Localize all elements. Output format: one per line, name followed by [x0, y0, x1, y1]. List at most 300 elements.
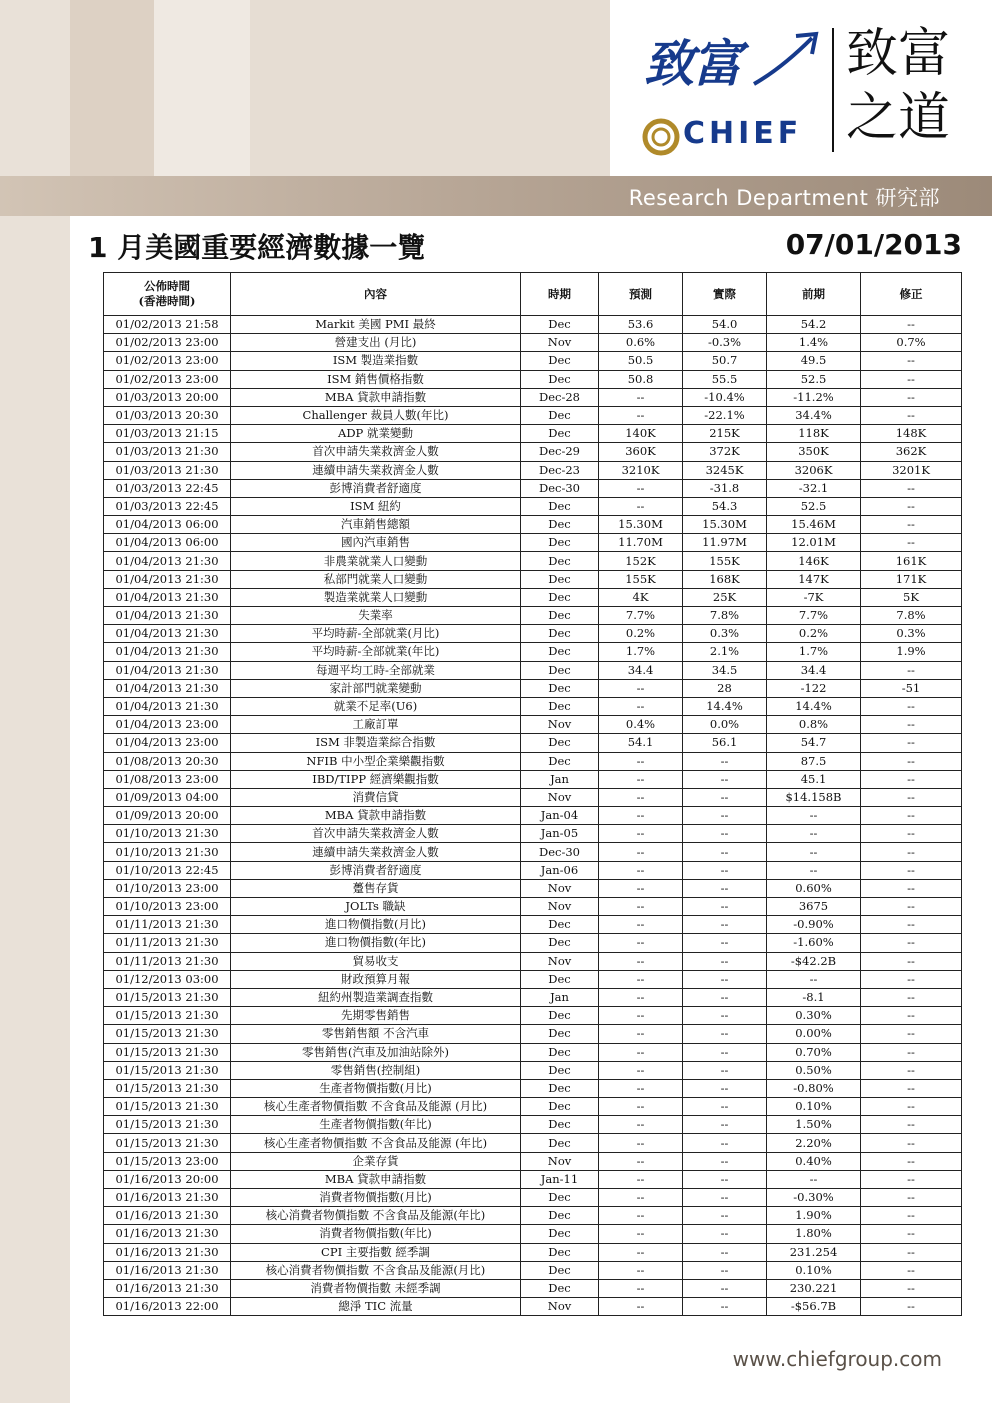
table-row — [104, 534, 962, 552]
table-cell: -- — [861, 1025, 962, 1043]
table-cell: 私部門就業人口變動 — [231, 570, 521, 588]
table-cell: 0.70% — [767, 1043, 861, 1061]
table-cell: 01/04/2013 21:30 — [104, 607, 231, 625]
table-cell: -- — [683, 1043, 767, 1061]
table-cell: JOLTs 職缺 — [231, 898, 521, 916]
table-cell: 01/15/2013 21:30 — [104, 1116, 231, 1134]
table-row — [104, 425, 962, 443]
table-cell: -- — [599, 497, 683, 515]
table-cell: 0.30% — [767, 1007, 861, 1025]
table-cell: 0.8% — [767, 716, 861, 734]
table-cell: -- — [599, 1025, 683, 1043]
table-cell: -11.2% — [767, 388, 861, 406]
table-cell: 3210K — [599, 461, 683, 479]
table-cell: MBA 貸款申請指數 — [231, 388, 521, 406]
table-row — [104, 1061, 962, 1079]
table-cell: Dec — [521, 1061, 599, 1079]
table-row — [104, 1170, 962, 1188]
table-cell: 01/04/2013 06:00 — [104, 534, 231, 552]
table-cell: -- — [767, 825, 861, 843]
table-cell: 34.4 — [767, 661, 861, 679]
table-cell: Dec — [521, 916, 599, 934]
table-cell: 連續申請失業救濟金人數 — [231, 461, 521, 479]
table-cell: -$56.7B — [767, 1298, 861, 1316]
table-cell: 01/16/2013 21:30 — [104, 1279, 231, 1297]
table-cell: Dec-30 — [521, 843, 599, 861]
table-cell: ISM 非製造業綜合指數 — [231, 734, 521, 752]
table-cell: Dec — [521, 316, 599, 334]
table-cell: -- — [599, 752, 683, 770]
table-cell: 231.254 — [767, 1243, 861, 1261]
table-cell: -- — [599, 934, 683, 952]
table-cell: -- — [861, 1243, 962, 1261]
table-cell: Nov — [521, 716, 599, 734]
table-cell: -- — [683, 1207, 767, 1225]
table-cell: 1.50% — [767, 1116, 861, 1134]
table-cell: -- — [599, 861, 683, 879]
table-cell: 彭博消費者舒適度 — [231, 479, 521, 497]
table-cell: 12.01M — [767, 534, 861, 552]
table-cell: 首次申請失業救濟金人數 — [231, 443, 521, 461]
table-cell: Dec — [521, 625, 599, 643]
table-row — [104, 934, 962, 952]
table-cell: -0.90% — [767, 916, 861, 934]
table-cell: 52.5 — [767, 370, 861, 388]
column-header: 內容 — [231, 273, 521, 316]
table-cell: 0.00% — [767, 1025, 861, 1043]
table-cell: -- — [767, 843, 861, 861]
table-row — [104, 334, 962, 352]
table-cell: -- — [683, 843, 767, 861]
table-cell: Dec-29 — [521, 443, 599, 461]
table-cell: Dec-30 — [521, 479, 599, 497]
table-cell: 87.5 — [767, 752, 861, 770]
table-cell: 國內汽車銷售 — [231, 534, 521, 552]
table-cell: -- — [683, 1279, 767, 1297]
table-cell: -- — [861, 661, 962, 679]
table-row — [104, 588, 962, 606]
table-cell: 01/15/2013 21:30 — [104, 1025, 231, 1043]
column-header: 時期 — [521, 273, 599, 316]
table-cell: 7.8% — [861, 607, 962, 625]
table-cell: 消費者物價指數(年比) — [231, 1225, 521, 1243]
table-cell: -- — [683, 898, 767, 916]
table-row — [104, 552, 962, 570]
column-header: 實際 — [683, 273, 767, 316]
table-cell: 消費者物價指數(月比) — [231, 1189, 521, 1207]
table-cell: 01/11/2013 21:30 — [104, 916, 231, 934]
table-cell: -- — [861, 879, 962, 897]
table-cell: Dec — [521, 425, 599, 443]
table-cell: 01/02/2013 23:00 — [104, 370, 231, 388]
table-cell: 01/04/2013 21:30 — [104, 588, 231, 606]
table-row — [104, 461, 962, 479]
table-cell: ISM 製造業指數 — [231, 352, 521, 370]
table-cell: -- — [861, 1152, 962, 1170]
table-row — [104, 1279, 962, 1297]
table-cell: -- — [683, 1007, 767, 1025]
table-cell: 核心消費者物價指數 不含食品及能源(年比) — [231, 1207, 521, 1225]
table-cell: 01/09/2013 04:00 — [104, 788, 231, 806]
table-cell: 50.7 — [683, 352, 767, 370]
table-cell: 15.30M — [683, 516, 767, 534]
table-cell: 01/15/2013 21:30 — [104, 1098, 231, 1116]
table-cell: 貿易收支 — [231, 952, 521, 970]
table-cell: 155K — [683, 552, 767, 570]
table-cell: 01/04/2013 21:30 — [104, 697, 231, 715]
chief-emblem-icon — [642, 118, 680, 156]
table-row — [104, 1298, 962, 1316]
table-cell: 118K — [767, 425, 861, 443]
table-cell: MBA 貸款申請指數 — [231, 1170, 521, 1188]
table-cell: Dec — [521, 697, 599, 715]
motto-line-1: 致富 — [846, 24, 951, 84]
table-cell: IBD/TIPP 經濟樂觀指數 — [231, 770, 521, 788]
table-cell: 01/04/2013 21:30 — [104, 552, 231, 570]
table-cell: 01/04/2013 21:30 — [104, 679, 231, 697]
table-cell: -- — [861, 406, 962, 424]
table-cell: 核心生產者物價指數 不含食品及能源 (月比) — [231, 1098, 521, 1116]
table-cell: 紐約州製造業調查指數 — [231, 988, 521, 1006]
footer-url: www.chiefgroup.com — [732, 1347, 942, 1371]
table-cell: 01/02/2013 23:00 — [104, 334, 231, 352]
table-row — [104, 388, 962, 406]
table-cell: 01/08/2013 23:00 — [104, 770, 231, 788]
table-cell: -- — [861, 934, 962, 952]
table-cell: 01/02/2013 21:58 — [104, 316, 231, 334]
table-cell: -- — [683, 1079, 767, 1097]
table-row — [104, 352, 962, 370]
table-row — [104, 1152, 962, 1170]
table-cell: Nov — [521, 788, 599, 806]
table-cell: -- — [861, 1225, 962, 1243]
table-cell: 34.5 — [683, 661, 767, 679]
table-cell: -- — [683, 1025, 767, 1043]
table-cell: Dec — [521, 1243, 599, 1261]
table-cell: 01/15/2013 21:30 — [104, 1007, 231, 1025]
table-cell: -- — [599, 807, 683, 825]
table-row — [104, 661, 962, 679]
table-row — [104, 479, 962, 497]
table-cell: -- — [861, 1098, 962, 1116]
table-cell: Dec — [521, 1189, 599, 1207]
table-cell: Dec — [521, 370, 599, 388]
table-cell: -- — [683, 1189, 767, 1207]
table-cell: 總淨 TIC 流量 — [231, 1298, 521, 1316]
table-cell: 1.7% — [767, 643, 861, 661]
table-cell: -- — [861, 1189, 962, 1207]
table-cell: 01/02/2013 23:00 — [104, 352, 231, 370]
table-cell: 2.1% — [683, 643, 767, 661]
table-cell: -- — [599, 1261, 683, 1279]
table-row — [104, 1207, 962, 1225]
table-row — [104, 1225, 962, 1243]
table-cell: 01/16/2013 21:30 — [104, 1207, 231, 1225]
table-cell: Dec — [521, 1225, 599, 1243]
table-cell: 50.5 — [599, 352, 683, 370]
table-cell: -- — [599, 1116, 683, 1134]
decor-column-3 — [250, 0, 610, 176]
table-cell: 0.2% — [767, 625, 861, 643]
table-cell: 54.3 — [683, 497, 767, 515]
table-cell: 01/03/2013 22:45 — [104, 479, 231, 497]
table-cell: -- — [683, 1061, 767, 1079]
table-cell: Dec — [521, 734, 599, 752]
table-row — [104, 1116, 962, 1134]
table-cell: 4K — [599, 588, 683, 606]
table-cell: -- — [861, 970, 962, 988]
table-row — [104, 370, 962, 388]
table-cell: -- — [861, 952, 962, 970]
table-row — [104, 1261, 962, 1279]
table-cell: 140K — [599, 425, 683, 443]
table-cell: 01/16/2013 20:00 — [104, 1170, 231, 1188]
table-cell: 01/15/2013 21:30 — [104, 988, 231, 1006]
table-cell: 54.7 — [767, 734, 861, 752]
table-cell: 0.2% — [599, 625, 683, 643]
table-cell: 01/04/2013 23:00 — [104, 716, 231, 734]
table-cell: 155K — [599, 570, 683, 588]
table-cell: 01/10/2013 23:00 — [104, 898, 231, 916]
table-cell: 0.4% — [599, 716, 683, 734]
table-cell: 215K — [683, 425, 767, 443]
table-cell: 49.5 — [767, 352, 861, 370]
table-cell: -- — [683, 970, 767, 988]
table-cell: -- — [683, 879, 767, 897]
table-cell: 核心消費者物價指數 不含食品及能源(月比) — [231, 1261, 521, 1279]
table-cell: 0.6% — [599, 334, 683, 352]
table-cell: -- — [861, 479, 962, 497]
table-cell: -- — [599, 1134, 683, 1152]
table-cell: -- — [683, 1243, 767, 1261]
decor-column-2 — [70, 0, 154, 176]
table-cell: 01/03/2013 21:15 — [104, 425, 231, 443]
table-cell: -- — [599, 1079, 683, 1097]
table-cell: 消費者物價指數 未經季調 — [231, 1279, 521, 1297]
table-cell: 362K — [861, 443, 962, 461]
table-cell: -- — [861, 1134, 962, 1152]
table-cell: Dec — [521, 1261, 599, 1279]
table-cell: -- — [861, 788, 962, 806]
table-cell: -- — [683, 1298, 767, 1316]
table-cell: -- — [599, 1007, 683, 1025]
table-cell: -- — [861, 1298, 962, 1316]
table-cell: -- — [599, 843, 683, 861]
table-cell: -10.4% — [683, 388, 767, 406]
table-cell: -- — [599, 1225, 683, 1243]
table-cell: 零售銷售(汽車及加油站除外) — [231, 1043, 521, 1061]
table-cell: -- — [599, 697, 683, 715]
table-cell: -- — [599, 970, 683, 988]
table-cell: 01/03/2013 20:30 — [104, 406, 231, 424]
table-cell: 01/16/2013 21:30 — [104, 1261, 231, 1279]
table-cell: Jan-06 — [521, 861, 599, 879]
table-row — [104, 1007, 962, 1025]
table-cell: 就業不足率(U6) — [231, 697, 521, 715]
table-cell: 2.20% — [767, 1134, 861, 1152]
table-cell: 54.1 — [599, 734, 683, 752]
table-cell: 14.4% — [767, 697, 861, 715]
table-cell: -- — [683, 1152, 767, 1170]
table-cell: -- — [861, 1261, 962, 1279]
table-cell: -- — [599, 825, 683, 843]
table-row — [104, 316, 962, 334]
table-cell: 1.4% — [767, 334, 861, 352]
table-row — [104, 916, 962, 934]
table-cell: 進口物價指數(月比) — [231, 916, 521, 934]
table-row — [104, 952, 962, 970]
table-cell: 350K — [767, 443, 861, 461]
table-cell: 01/16/2013 22:00 — [104, 1298, 231, 1316]
table-cell: 失業率 — [231, 607, 521, 625]
table-cell: 3206K — [767, 461, 861, 479]
table-row — [104, 679, 962, 697]
table-cell: -- — [861, 1043, 962, 1061]
table-row — [104, 697, 962, 715]
table-cell: 146K — [767, 552, 861, 570]
table-cell: 148K — [861, 425, 962, 443]
table-cell: -32.1 — [767, 479, 861, 497]
table-cell: 家計部門就業變動 — [231, 679, 521, 697]
table-cell: Dec — [521, 1025, 599, 1043]
table-cell: Dec — [521, 516, 599, 534]
table-cell: 01/10/2013 23:00 — [104, 879, 231, 897]
table-cell: -- — [683, 825, 767, 843]
table-cell: -- — [861, 734, 962, 752]
table-cell: 生產者物價指數(年比) — [231, 1116, 521, 1134]
table-row — [104, 843, 962, 861]
table-cell: 55.5 — [683, 370, 767, 388]
table-cell: -- — [861, 807, 962, 825]
table-cell: 34.4% — [767, 406, 861, 424]
table-cell: 先期零售銷售 — [231, 1007, 521, 1025]
table-cell: -- — [683, 952, 767, 970]
table-cell: 3245K — [683, 461, 767, 479]
table-cell: Dec — [521, 934, 599, 952]
table-cell: -- — [861, 1116, 962, 1134]
table-cell: 01/03/2013 22:45 — [104, 497, 231, 515]
table-cell: -- — [683, 988, 767, 1006]
table-cell: -- — [599, 1098, 683, 1116]
table-row — [104, 443, 962, 461]
table-cell: 168K — [683, 570, 767, 588]
table-cell: -- — [683, 807, 767, 825]
table-cell: -- — [861, 716, 962, 734]
table-cell: 0.0% — [683, 716, 767, 734]
table-cell: -1.60% — [767, 934, 861, 952]
table-cell: Dec-28 — [521, 388, 599, 406]
table-body — [104, 316, 962, 1316]
table-cell: Markit 美國 PMI 最終 — [231, 316, 521, 334]
table-cell: -- — [861, 861, 962, 879]
table-row — [104, 807, 962, 825]
table-cell: Jan-05 — [521, 825, 599, 843]
table-cell: 01/11/2013 21:30 — [104, 934, 231, 952]
table-cell: Dec — [521, 406, 599, 424]
table-cell: -- — [599, 1152, 683, 1170]
table-row — [104, 716, 962, 734]
table-cell: -- — [767, 970, 861, 988]
table-cell: 零售銷售額 不含汽車 — [231, 1025, 521, 1043]
table-cell: 非農業就業人口變動 — [231, 552, 521, 570]
table-cell: 0.40% — [767, 1152, 861, 1170]
table-row — [104, 1098, 962, 1116]
table-row — [104, 734, 962, 752]
table-cell: 每週平均工時-全部就業 — [231, 661, 521, 679]
table-cell: -- — [599, 898, 683, 916]
table-cell: 0.3% — [683, 625, 767, 643]
table-cell: 平均時薪-全部就業(年比) — [231, 643, 521, 661]
table-cell: Dec — [521, 534, 599, 552]
table-cell: 01/16/2013 21:30 — [104, 1189, 231, 1207]
table-cell: -- — [599, 479, 683, 497]
table-row — [104, 1025, 962, 1043]
table-cell: 消費信貸 — [231, 788, 521, 806]
table-cell: 01/15/2013 21:30 — [104, 1043, 231, 1061]
table-cell: Dec — [521, 679, 599, 697]
table-cell: -- — [683, 1225, 767, 1243]
table-row — [104, 643, 962, 661]
table-cell: Dec — [521, 643, 599, 661]
table-cell: -7K — [767, 588, 861, 606]
column-header: 公佈時間 (香港時間) — [104, 273, 231, 316]
table-cell: 171K — [861, 570, 962, 588]
column-header: 前期 — [767, 273, 861, 316]
table-cell: 54.0 — [683, 316, 767, 334]
table-row — [104, 516, 962, 534]
table-cell: 01/10/2013 21:30 — [104, 825, 231, 843]
table-row — [104, 1134, 962, 1152]
table-cell: 230.221 — [767, 1279, 861, 1297]
table-cell: 核心生產者物價指數 不含食品及能源 (年比) — [231, 1134, 521, 1152]
table-cell: 01/04/2013 21:30 — [104, 643, 231, 661]
table-cell: Nov — [521, 879, 599, 897]
table-cell: -- — [599, 988, 683, 1006]
table-cell: Challenger 裁員人數(年比) — [231, 406, 521, 424]
table-cell: 50.8 — [599, 370, 683, 388]
table-cell: 躉售存貨 — [231, 879, 521, 897]
table-cell: -- — [599, 916, 683, 934]
table-cell: Dec — [521, 1043, 599, 1061]
table-row — [104, 1243, 962, 1261]
table-cell: -- — [861, 516, 962, 534]
table-cell: 161K — [861, 552, 962, 570]
page-title: 1 月美國重要經濟數據一覽 — [88, 231, 426, 264]
table-cell: 25K — [683, 588, 767, 606]
table-cell: Dec — [521, 1207, 599, 1225]
table-cell: Jan — [521, 988, 599, 1006]
table-cell: 01/04/2013 23:00 — [104, 734, 231, 752]
table-cell: 彭博消費者舒適度 — [231, 861, 521, 879]
table-cell: Dec — [521, 1079, 599, 1097]
table-cell: Dec — [521, 588, 599, 606]
table-cell: 45.1 — [767, 770, 861, 788]
table-cell: -51 — [861, 679, 962, 697]
table-cell: 財政預算月報 — [231, 970, 521, 988]
table-cell: 11.97M — [683, 534, 767, 552]
table-cell: -- — [861, 1170, 962, 1188]
research-department-label: Research Department 研究部 — [628, 186, 940, 210]
table-cell: -31.8 — [683, 479, 767, 497]
table-cell: -- — [861, 316, 962, 334]
table-cell: -0.3% — [683, 334, 767, 352]
table-cell: -- — [683, 934, 767, 952]
table-cell: Dec — [521, 970, 599, 988]
motto — [846, 22, 950, 150]
table-cell: 3675 — [767, 898, 861, 916]
table-cell: 7.8% — [683, 607, 767, 625]
table-cell: -- — [861, 370, 962, 388]
